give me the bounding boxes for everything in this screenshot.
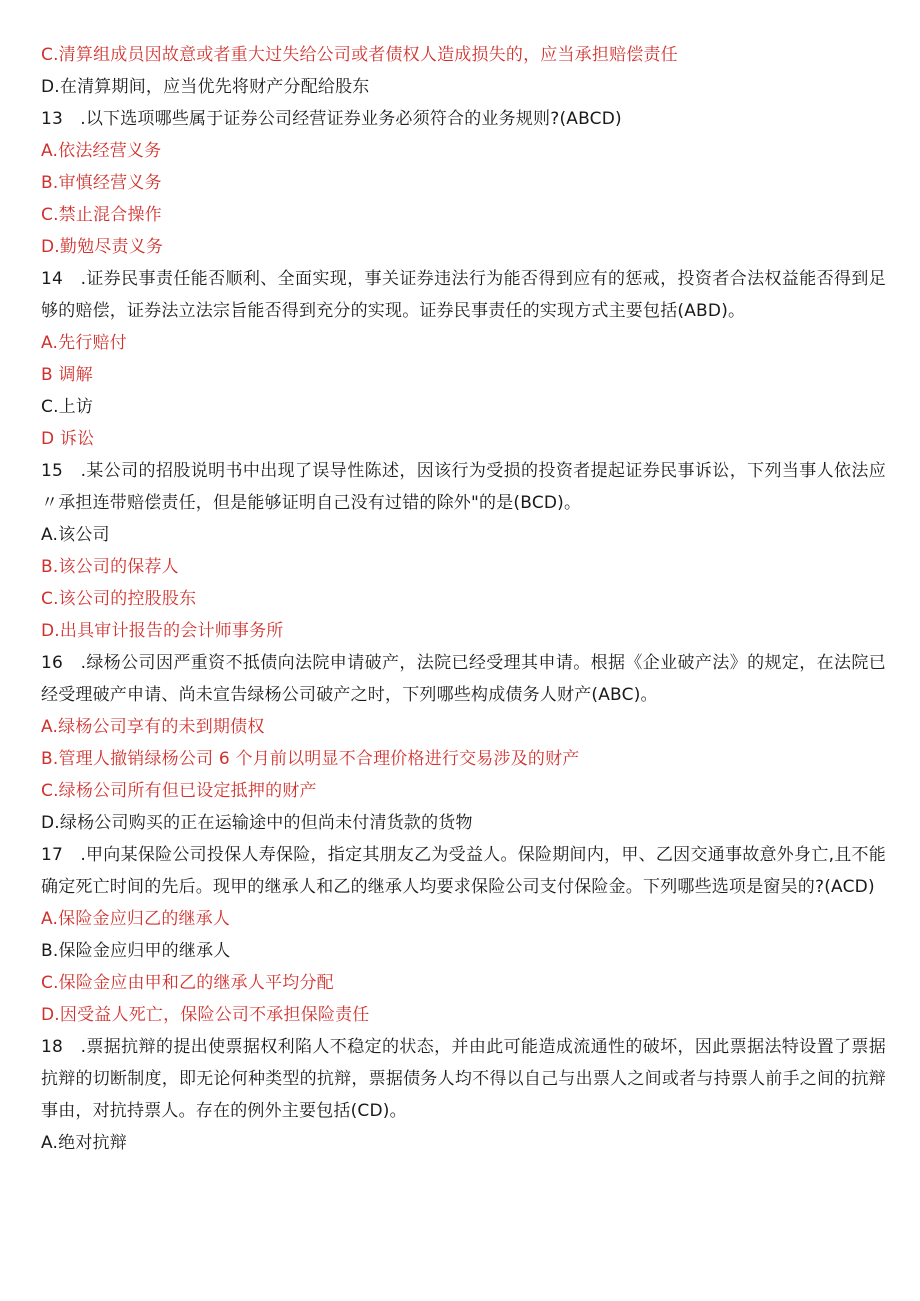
question-16: 16 .绿杨公司因严重资不抵债向法院申请破产，法院已经受理其申请。根据《企业破产法》的规定，在法院已经受理破产申请、尚未宣告绿杨公司破产之时，下列哪些构成债务人财产(ABC)。 xyxy=(41,653,886,705)
q17-option-a: A.保险金应归乙的继承人 xyxy=(41,909,231,929)
q15-option-c: C.该公司的控股股东 xyxy=(41,589,197,609)
q13-option-a: A.依法经营义务 xyxy=(41,141,162,161)
question-17: 17 .甲向某保险公司投保人寿保险，指定其朋友乙为受益人。保险期间内，甲、乙因交通事故意外身亡,且不能确定死亡时间的先后。现甲的继承人和乙的继承人均要求保险公司支付保险金。下列哪些选项是窗吴的?(ACD) xyxy=(41,845,886,897)
question-14: 14 .证券民事责任能否顺利、全面实现，事关证券违法行为能否得到应有的惩戒，投资者合法权益能否得到足够的赔偿，证券法立法宗旨能否得到充分的实现。证券民事责任的实现方式主要包括(ABD)。 xyxy=(41,269,886,321)
option-c-liquidation: C.清算组成员因故意或者重大过失给公司或者债权人造成损失的，应当承担赔偿责任 xyxy=(41,45,678,65)
q18-option-a: A.绝对抗辩 xyxy=(41,1133,127,1153)
q14-option-b: B 调解 xyxy=(41,365,93,385)
q14-option-a: A.先行赔付 xyxy=(41,333,127,353)
q15-option-a: A.该公司 xyxy=(41,525,110,545)
q15-option-b: B.该公司的保荐人 xyxy=(41,557,179,577)
option-d-liquidation: D.在清算期间，应当优先将财产分配给股东 xyxy=(41,77,370,97)
q15-option-d: D.出具审计报告的会计师事务所 xyxy=(41,621,284,641)
q17-option-b: B.保险金应归甲的继承人 xyxy=(41,941,231,961)
q17-option-d: D.因受益人死亡，保险公司不承担保险责任 xyxy=(41,1005,370,1025)
q16-option-a: A.绿杨公司享有的未到期债权 xyxy=(41,717,265,737)
document-page xyxy=(41,39,886,1159)
q17-option-c: C.保险金应由甲和乙的继承人平均分配 xyxy=(41,973,334,993)
q16-option-d: D.绿杨公司购买的正在运输途中的但尚未付清货款的货物 xyxy=(41,813,473,833)
q16-option-b: B.管理人撤销绿杨公司 6 个月前以明显不合理价格进行交易涉及的财产 xyxy=(41,749,580,769)
q14-option-d: D 诉讼 xyxy=(41,429,95,449)
question-13: 13 .以下选项哪些属于证券公司经营证券业务必须符合的业务规则?(ABCD) xyxy=(41,109,622,129)
question-18: 18 .票据抗辩的提出使票据权利陷人不稳定的状态，并由此可能造成流通性的破坏，因此票据法特设置了票据抗辩的切断制度，即无论何种类型的抗辩，票据债务人均不得以自己与出票人之间或者与持票人前手之间的抗辩事由，对抗持票人。存在的例外主要包括(CD)。 xyxy=(41,1037,886,1121)
question-15: 15 .某公司的招股说明书中出现了误导性陈述，因该行为受损的投资者提起证券民事诉讼，下列当事人依法应〃承担连带赔偿责任，但是能够证明自己没有过错的除外"的是(BCD)。 xyxy=(41,461,886,513)
q16-option-c: C.绿杨公司所有但已设定抵押的财产 xyxy=(41,781,317,801)
q14-option-c: C.上访 xyxy=(41,397,94,417)
q13-option-b: B.审慎经营义务 xyxy=(41,173,162,193)
q13-option-d: D.勤勉尽责义务 xyxy=(41,237,164,257)
q13-option-c: C.禁止混合操作 xyxy=(41,205,162,225)
